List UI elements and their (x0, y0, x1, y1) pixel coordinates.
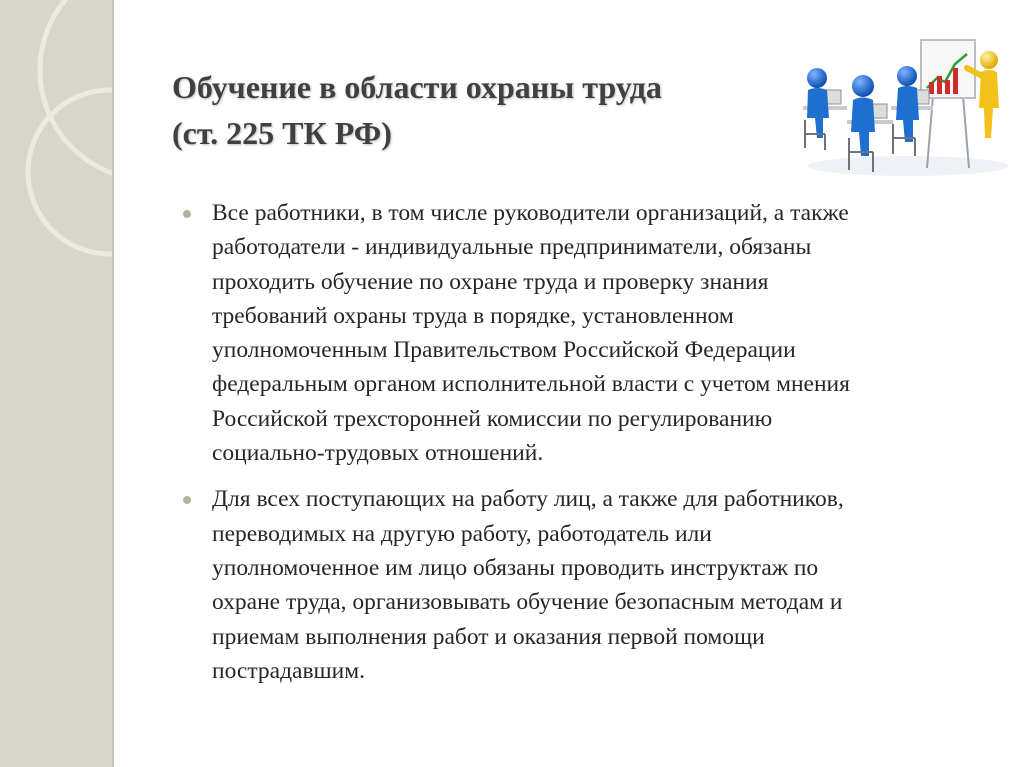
text-line: охране труда, организовывать обучение безопасным методам и (212, 589, 843, 616)
student-figures (807, 66, 919, 156)
text-line: Все работники, в том числе руководители организаций, а также (212, 200, 849, 226)
text-line: переводимых на другую работу, работодатель или (212, 520, 712, 547)
decorative-rings (0, 0, 112, 767)
bullet-icon (183, 496, 191, 504)
text-line: Российской трехсторонней комиссии по регулированию (212, 405, 773, 432)
training-presentation-icon (803, 38, 1009, 180)
text-line: уполномоченным Правительством Российской Федерации (212, 337, 796, 364)
slide-content (183, 196, 1003, 700)
text-line: Для всех поступающих на работу лиц, а также для работников, (212, 486, 844, 513)
bullet-icon (183, 210, 191, 218)
left-decorative-band (0, 0, 112, 767)
text-line: пострадавшим. (212, 657, 365, 684)
text-line: работодатели - индивидуальные предприниматели, обязаны (212, 234, 812, 261)
bullet-item-1 (183, 196, 1003, 470)
text-line: социально-трудовых отношений. (212, 440, 544, 467)
text-line: уполномоченное им лицо обязаны проводить инструктаж по (212, 554, 819, 581)
text-line: федеральным органом исполнительной власти с учетом мнения (212, 371, 850, 398)
bullet-text (212, 482, 1003, 688)
text-line: требований охраны труда в порядке, установленном (212, 302, 734, 329)
text-line: приемам выполнения работ и оказания первой помощи (212, 623, 765, 650)
bullet-item-2 (183, 482, 1003, 688)
text-line: проходить обучение по охране труда и проверку знания (212, 268, 769, 295)
bullet-text (212, 196, 1003, 470)
slide-title-line-2: (ст. 225 ТК РФ) (172, 115, 392, 151)
slide-title-line-1: Обучение в области охраны труда (172, 69, 662, 105)
slide-title (172, 64, 812, 156)
